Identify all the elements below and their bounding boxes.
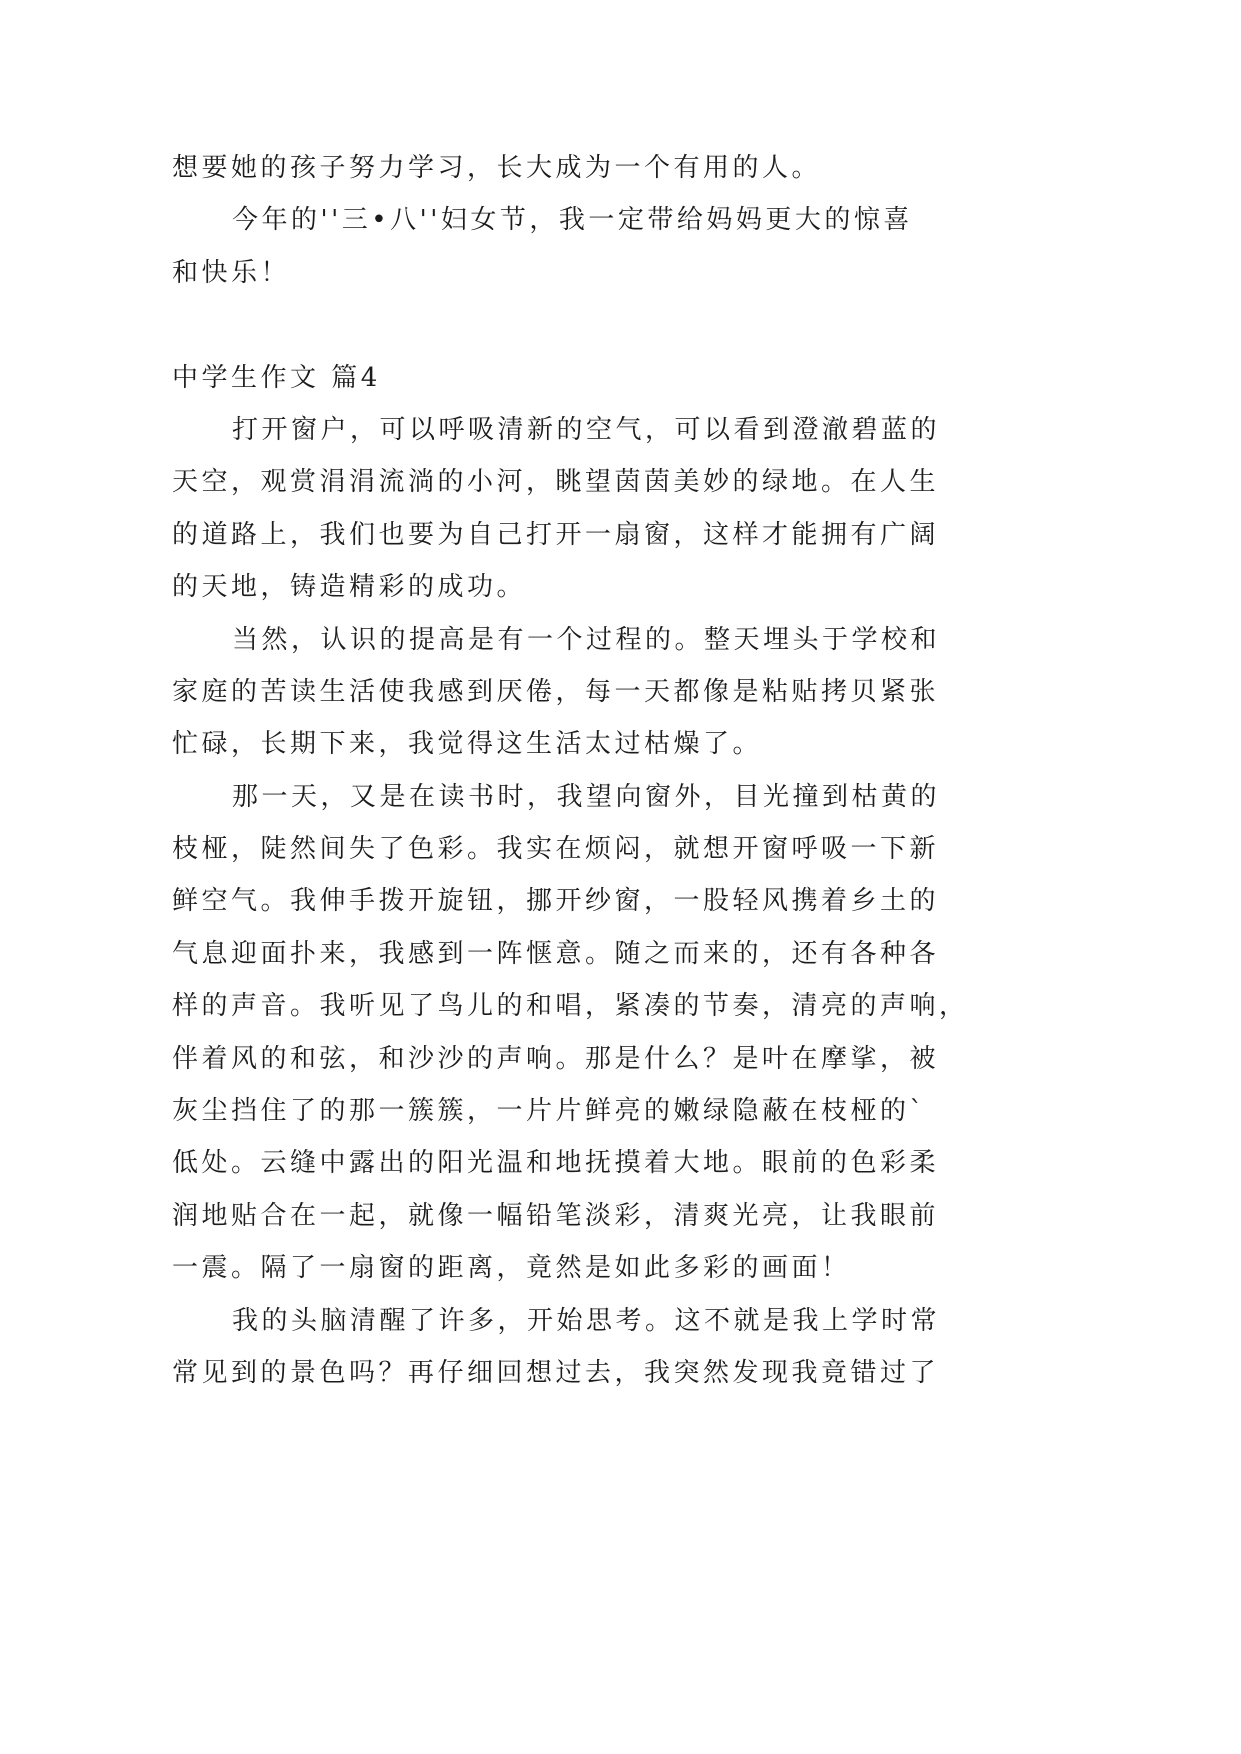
text-line: 天空，观赏涓涓流淌的小河，眺望茵茵美妙的绿地。在人生 [172, 467, 940, 498]
essay-title: 中学生作文 篇4 [172, 362, 381, 393]
essay [172, 352, 1241, 1400]
text-line: 和快乐！ [172, 257, 291, 288]
text-line: 常见到的景色吗？再仔细回想过去，我突然发现我竟错过了 [172, 1357, 940, 1388]
paragraph [172, 194, 1241, 299]
text-line: 灰尘挡住了的那一簇簇，一片片鲜亮的嫩绿隐蔽在枝桠的` [172, 1096, 927, 1127]
paragraph [172, 1295, 1241, 1400]
text-line: 润地贴合在一起，就像一幅铅笔淡彩，清爽光亮，让我眼前 [172, 1200, 940, 1231]
text-line: 的天地，铸造精彩的成功。 [172, 572, 527, 603]
text-line: 当然，认识的提高是有一个过程的。整天埋头于学校和 [232, 624, 941, 655]
text-line: 的道路上，我们也要为自己打开一扇窗，这样才能拥有广阔 [172, 519, 940, 550]
text-line: 枝桠，陡然间失了色彩。我实在烦闷，就想开窗呼吸一下新 [172, 834, 940, 865]
previous-essay-ending [172, 142, 1241, 299]
text-line: 鲜空气。我伸手拨开旋钮，挪开纱窗，一股轻风携着乡土的 [172, 886, 940, 917]
paragraph [172, 142, 1241, 194]
text-line: 那一天，又是在读书时，我望向窗外，目光撞到枯黄的 [232, 781, 941, 812]
paragraph [172, 614, 1241, 771]
text-line: 伴着风的和弦，和沙沙的声响。那是什么？是叶在摩挲，被 [172, 1043, 940, 1074]
text-line: 气息迎面扑来，我感到一阵惬意。随之而来的，还有各种各 [172, 938, 940, 969]
paragraph [172, 771, 1241, 1295]
text-line: 样的声音。我听见了鸟儿的和唱，紧凑的节奏，清亮的声响， [172, 991, 969, 1022]
text-line: 忙碌，长期下来，我觉得这生活太过枯燥了。 [172, 729, 763, 760]
text-line: 家庭的苦读生活使我感到厌倦，每一天都像是粘贴拷贝紧张 [172, 676, 940, 707]
text-line: 想要她的孩子努力学习，长大成为一个有用的人。 [172, 153, 822, 183]
text-line: 低处。云缝中露出的阳光温和地抚摸着大地。眼前的色彩柔 [172, 1148, 940, 1179]
paragraph [172, 404, 1241, 614]
text-line: 今年的''三•八''妇女节，我一定带给妈妈更大的惊喜 [232, 205, 913, 236]
text-line: 一震。隔了一扇窗的距离，竟然是如此多彩的画面！ [172, 1253, 851, 1284]
text-line: 打开窗户，可以呼吸清新的空气，可以看到澄澈碧蓝的 [232, 414, 941, 445]
text-line: 我的头脑清醒了许多，开始思考。这不就是我上学时常 [232, 1305, 941, 1336]
